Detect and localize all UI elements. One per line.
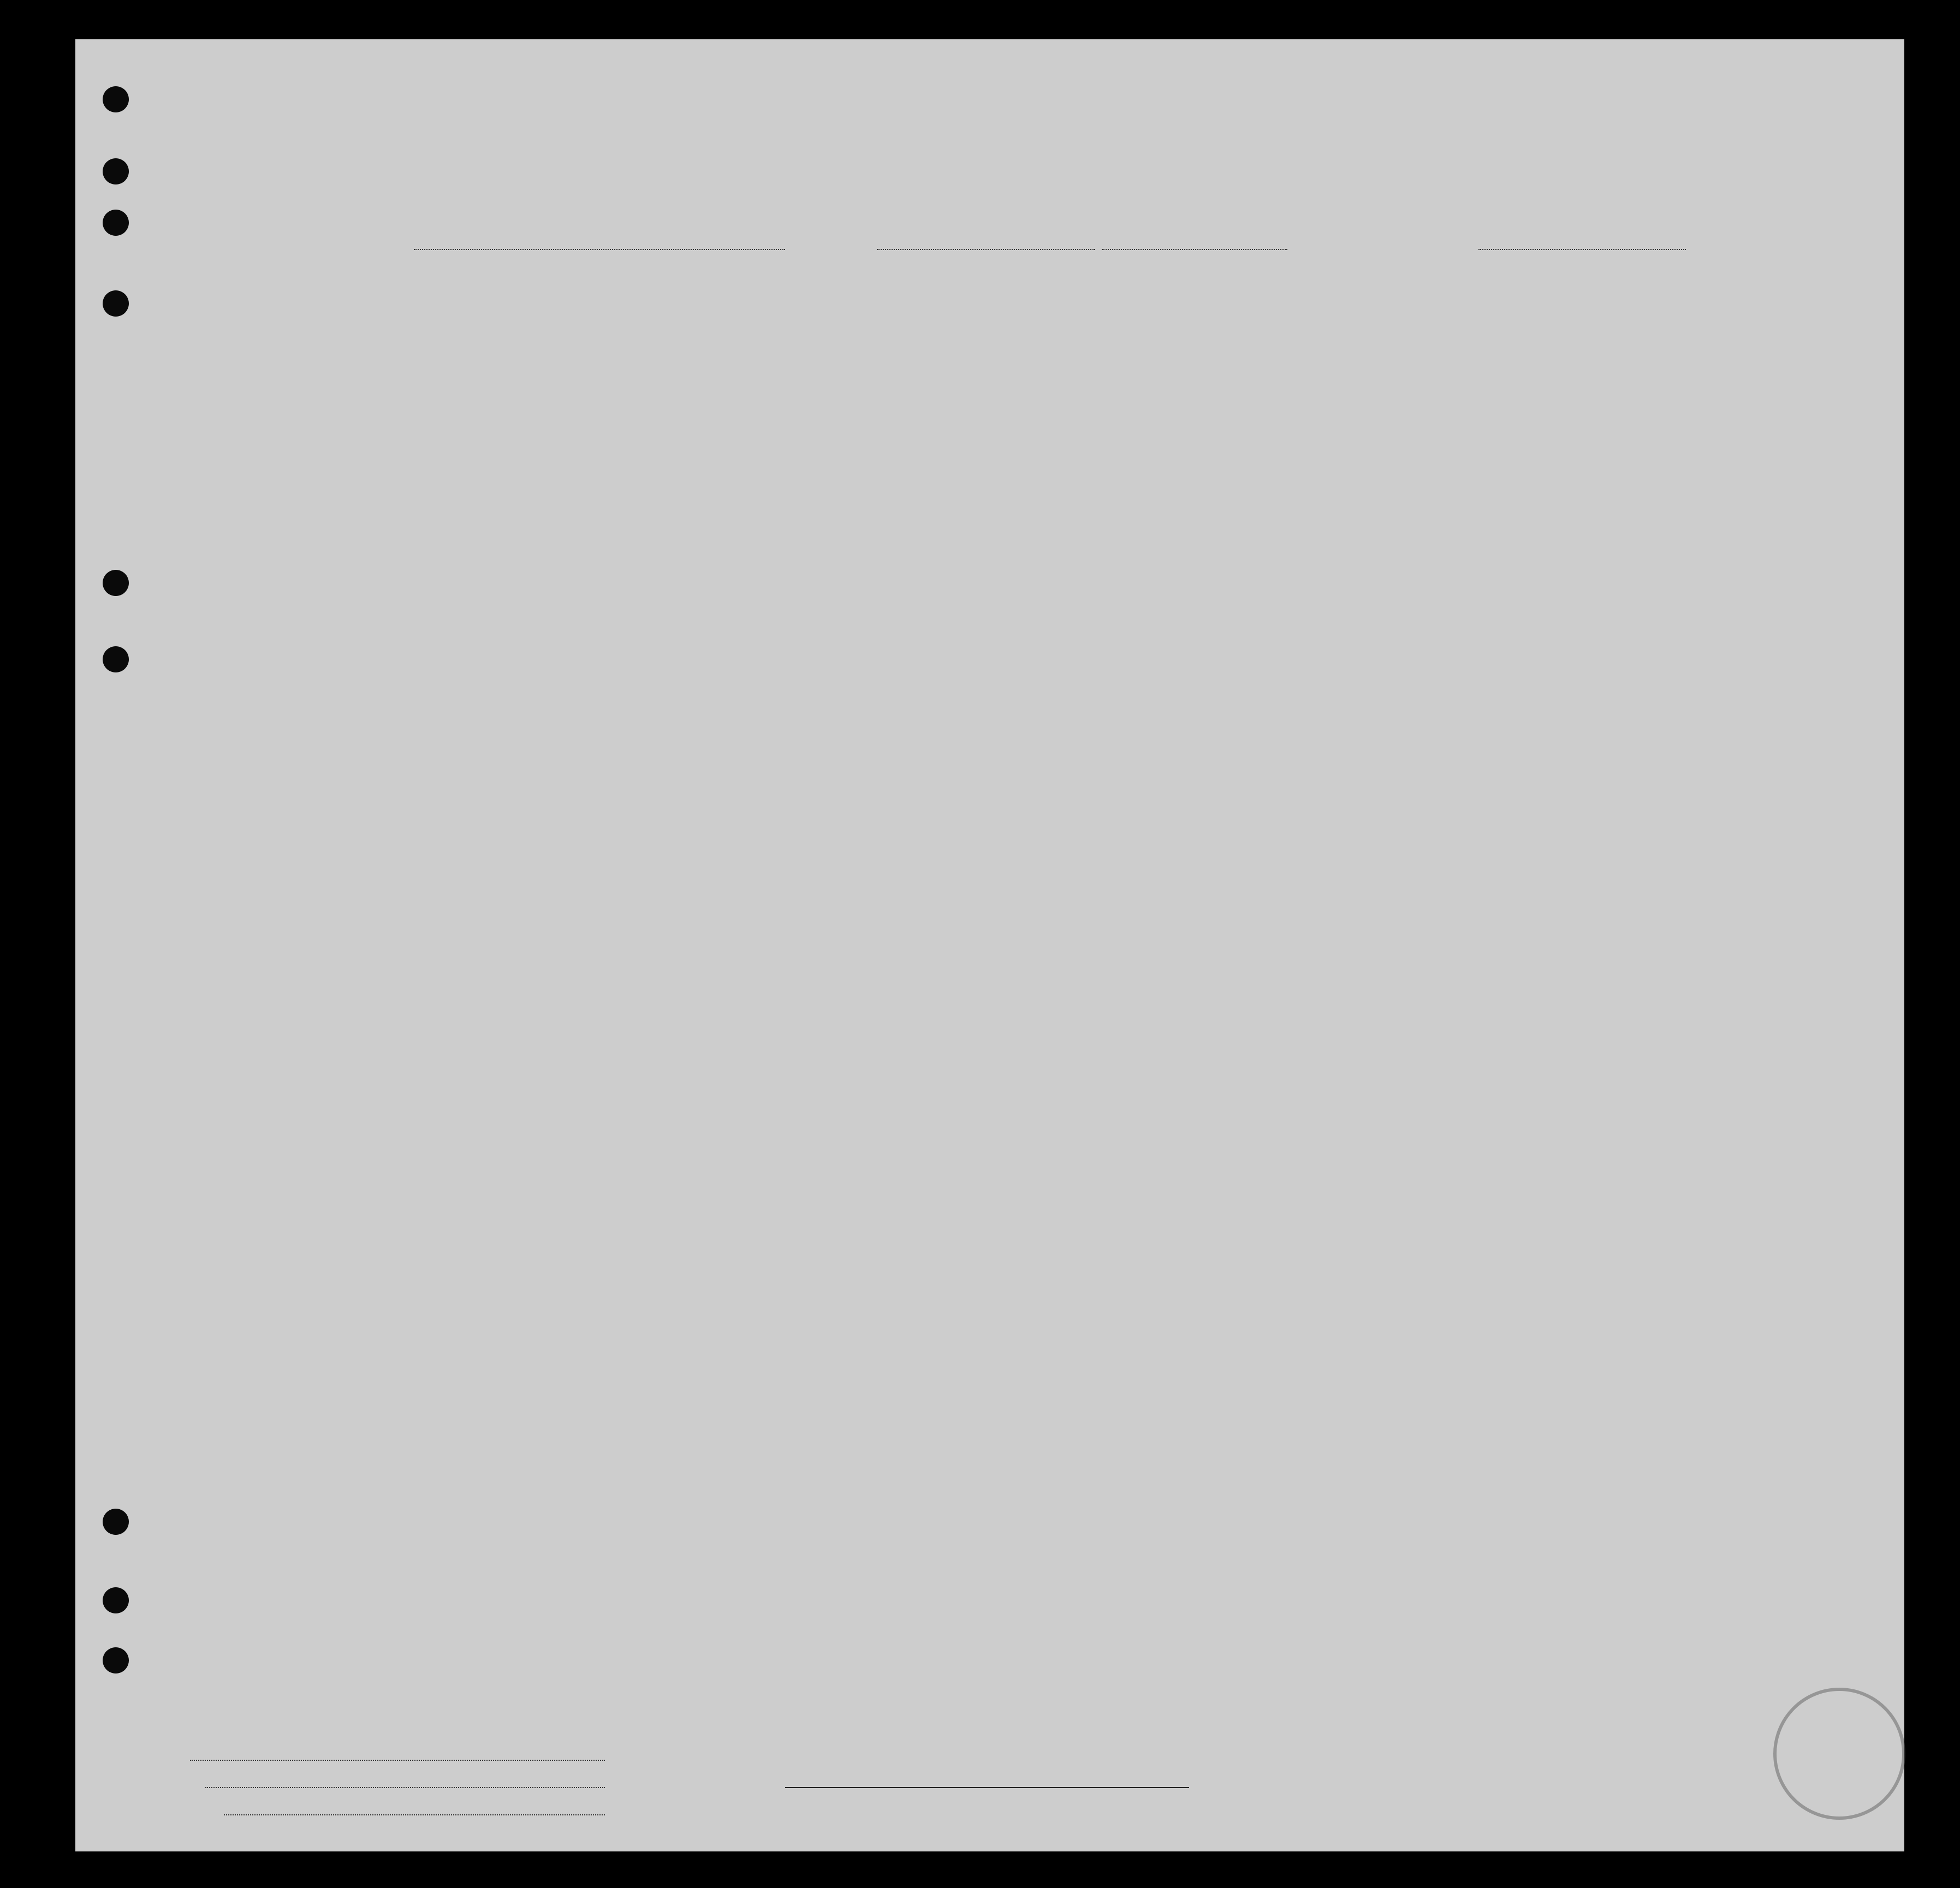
local-agents-field — [224, 1814, 605, 1815]
manifest-sheet — [75, 39, 1904, 1851]
signature-line — [785, 1787, 1189, 1788]
owners-field — [205, 1787, 605, 1788]
line-field — [190, 1760, 605, 1761]
manifest-table-grid — [75, 39, 1904, 1851]
consulate-seal — [1773, 1688, 1905, 1820]
